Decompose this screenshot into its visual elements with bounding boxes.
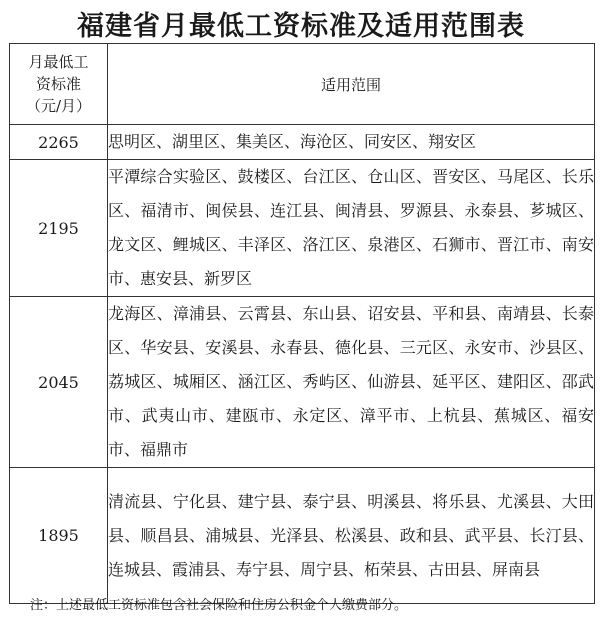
table-row (10, 160, 595, 297)
wage-table (9, 43, 595, 604)
table-row (10, 297, 595, 468)
header-wage-line: （元/月） (25, 97, 92, 115)
scope-cell: 思明区、湖里区、集美区、海沧区、同安区、翔安区 (108, 125, 595, 160)
page-title: 福建省月最低工资标准及适用范围表 (77, 11, 525, 42)
scope-cell: 龙海区、漳浦县、云霄县、东山县、诏安县、平和县、南靖县、长泰区、华安县、安溪县、永春县、德化县、三元区、永安市、沙县区、荔城区、城厢区、涵江区、秀屿区、仙游县、延平区、建阳区、邵武市、武夷山市、建瓯市、永定区、漳平市、上杭县、蕉城区、福安市、福鼎市 (108, 297, 595, 468)
scope-cell: 清流县、宁化县、建宁县、泰宁县、明溪县、将乐县、尤溪县、大田县、顺昌县、浦城县、光泽县、松溪县、政和县、武平县、长汀县、连城县、霞浦县、寿宁县、周宁县、柘荣县、古田县、屏南县 (108, 468, 595, 604)
table-row (10, 468, 595, 604)
header-wage-line: 月最低工 (28, 53, 89, 71)
footnote: 注：上述最低工资标准包含社会保险和住房公积金个人缴费部分。 (30, 598, 408, 613)
header-wage-line: 资标准 (35, 75, 81, 93)
table-row (10, 125, 595, 160)
scope-cell: 平潭综合实验区、鼓楼区、台江区、仓山区、晋安区、马尾区、长乐区、福清市、闽侯县、连江县、闽清县、罗源县、永泰县、芗城区、龙文区、鲤城区、丰泽区、洛江区、泉港区、石狮市、晋江市、南安市、惠安县、新罗区 (108, 160, 595, 297)
wage-amount-cell: 1895 (10, 468, 108, 604)
wage-amount-cell: 2265 (10, 125, 108, 160)
wage-amount-cell: 2045 (10, 297, 108, 468)
table-header-row (10, 44, 595, 125)
wage-amount-cell: 2195 (10, 160, 108, 297)
header-scope: 适用范围 (108, 44, 595, 125)
header-wage-standard (10, 44, 108, 125)
